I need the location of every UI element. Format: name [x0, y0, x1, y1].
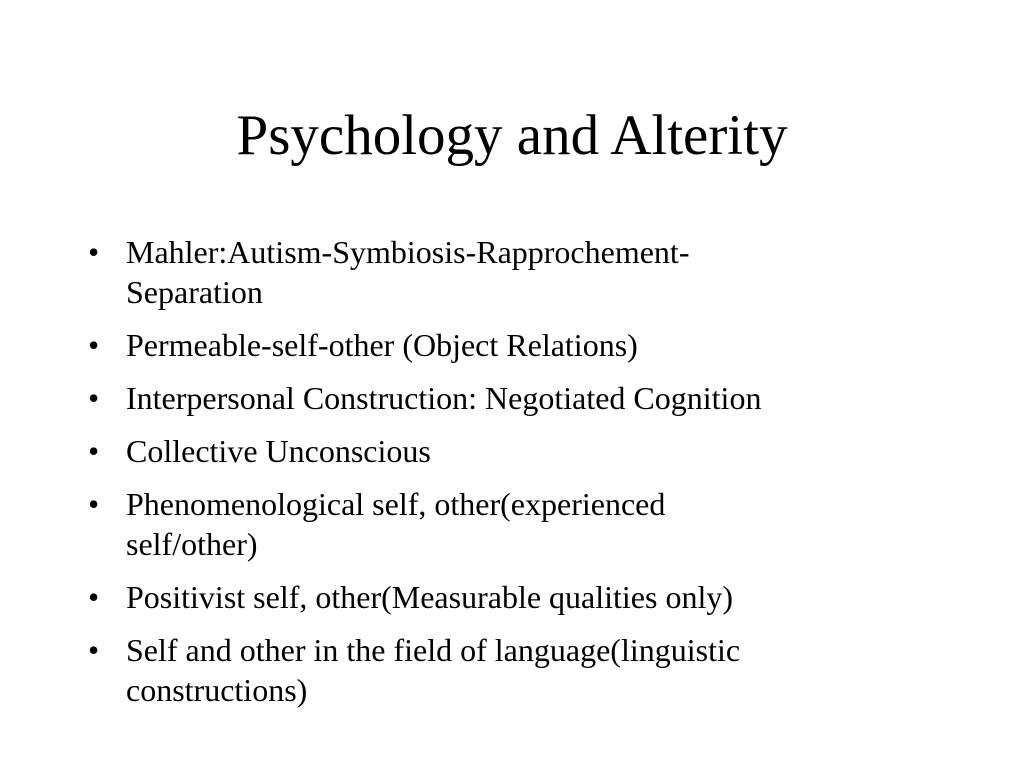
bullet-dot: • — [88, 380, 100, 416]
bullet-item — [84, 232, 964, 312]
bullet-dot: • — [88, 234, 100, 270]
bullet-item — [84, 484, 964, 564]
bullet-text: Positivist self, other(Measurable qualities only) — [126, 579, 733, 615]
bullet-text: Mahler:Autism-Symbiosis-Rapprochement- Separation — [126, 234, 690, 310]
bullet-item — [84, 577, 964, 617]
bullet-item — [84, 378, 964, 418]
bullet-item — [84, 325, 964, 365]
bullet-dot: • — [88, 433, 100, 469]
bullet-dot: • — [88, 486, 100, 522]
bullet-text: Self and other in the field of language(linguistic constructions) — [126, 632, 741, 708]
bullet-text: Interpersonal Construction: Negotiated Cognition — [126, 380, 762, 416]
bullet-text: Collective Unconscious — [126, 433, 431, 469]
bullet-item — [84, 630, 964, 710]
bullet-dot: • — [88, 579, 100, 615]
bullet-dot: • — [88, 632, 100, 668]
slide-title: Psychology and Alterity — [236, 104, 788, 167]
bullet-text: Permeable-self-other (Object Relations) — [126, 327, 638, 363]
bullet-text: Phenomenological self, other(experienced self/other) — [126, 486, 666, 562]
bullet-item — [84, 431, 964, 471]
bullet-list — [84, 232, 964, 723]
bullet-dot: • — [88, 327, 100, 363]
